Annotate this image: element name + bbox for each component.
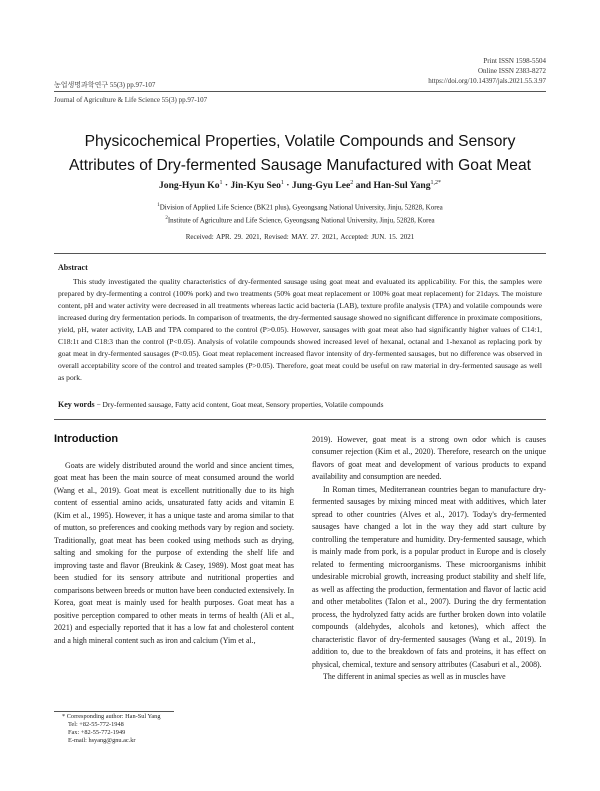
corresponding-author: * Corresponding author: Han-Sul Yang bbox=[62, 713, 161, 720]
abstract-heading: Abstract bbox=[58, 263, 88, 272]
header-rule bbox=[54, 91, 546, 92]
author-fax: Fax: +82-55-772-1949 bbox=[68, 729, 126, 736]
intro-paragraph-3: The different in animal species as well as in muscles have bbox=[323, 672, 506, 682]
author-separator: · bbox=[222, 180, 231, 192]
title-line-1: Physicochemical Properties, Volatile Compounds and Sensory bbox=[84, 133, 516, 150]
affiliation-2 bbox=[54, 213, 546, 226]
keywords-list: − Dry-fermented sausage, Fatty acid content, Goat meat, Sensory properties, Volatile compounds bbox=[94, 400, 384, 409]
author-name: Han-Sul Yang bbox=[373, 180, 431, 192]
author-name: Jung-Gyu Lee bbox=[291, 180, 351, 192]
issn-block bbox=[428, 56, 546, 86]
intro-paragraph-continued: 2019). However, goat meat is a strong own odor which is causes consumer rejection (Kim et al., 2020). Therefore, research on the unique flavors of goat meat and development of various products to expand availability and consumption are needed. bbox=[312, 435, 546, 482]
online-issn: Online ISSN 2383-8272 bbox=[477, 67, 546, 75]
affiliation-list bbox=[54, 200, 546, 227]
author-name: Jin-Kyu Seo bbox=[230, 180, 281, 192]
intro-paragraph-1: Goats are widely distributed around the world and since ancient times, goat meat has been the main source of meat consumed around the world (Wang et al., 2019). Goat meat is excellent nutritionally due to its high content of essential amino acids, unsaturated fatty acids and vitamin E (Kim et al., 1995). However, it has a unique taste and aroma similar to that of mutton, so preferences and cooking methods vary by region and society. Traditionally, goat meat has been cooked using methods such as drying, salting and smoking for the purpose of extending the shelf life and improving taste and flavor (Breukink & Casey, 1989). Most goat meat has been studied for its sensory attribute and nutritional properties and comparisons between breeds or mutton have been conducted extensively. In Korea, goat meat is mainly used for health purposes. Goat meat has a positive perception compared to other meats in terms of health (Ali et al., 2021) and especially reported that it has a low fat and cholesterol content and a high mineral content such as iron and calcium (Yim et al., bbox=[54, 461, 294, 645]
abstract-text: This study investigated the quality characteristics of dry-fermented sausage using goat meat and evaluated its applicability. For this, the samples were prepared by dry-fermenting a control (100% pork) and two treatments (50% goat meat replacement or 100% goat meat replacement) for 21days. The moisture content, pH and water activity were decreased in all treatments whereas lactic acid bacteria (LAB), texture profile analysis (TPA) and volatile compounds were increased during dry fermentation periods. In comparison of treatments, the dry-fermented sausage showed no significant difference in proximate compositions, yield, pH, water activity, LAB and TPA compared to the control (P>0.05). However, sausages with goat meat also had significantly higher values of C14:1, C18:1t and C18:3 than the control (P<0.05). Analysis of volatile compounds showed increased level of hexanal, octanal and 1-hexanol as replacing pork by goat meat in dry-fermented sausages (P<0.05). Goat meat replacement increased flavor intensity of dry-fermented sausages, but no difference was observed in overall acceptability score of the control and treated samples (P>0.05). Therefore, goat meat could be useful on raw material in dry-fermented sausage as well as pork. bbox=[58, 277, 542, 382]
introduction-heading: Introduction bbox=[54, 433, 119, 445]
author-affiliation-mark: 1 bbox=[219, 180, 223, 186]
intro-paragraph-2: In Roman times, Mediterranean countries began to manufacture dry-fermented sausages by mixing minced meat with additives, which later spread to other countries (Alves et al., 2017). Today's dry-fermented sausages have changed a lot in the way they add start culture by controlling the temperature and humidity. Dry-fermented sausage, which is mainly made from pork, is a popular product in Europe and is closely related to fermenting microorganisms. These microorganisms inhibit undesirable microbial growth, increasing product stability and shelf life, as well as affecting the production, fermentation and flavor of lactic acid and other metabolites (Talon et al., 2007). During the dry fermentation process, the hydrolyzed fatty acids are further broken down into volatile compounds (aldehydes, alcohols and ketones), which affect the characteristic flavor of dry-fermented sausages (Wang et al., 2019). In addition to, due to the breakdown of fats and proteins, it has effect on physical, chemical, texture and sensory attributes (Casaburi et al., 2008). bbox=[312, 484, 546, 669]
abstract-top-rule bbox=[54, 253, 546, 254]
left-column bbox=[54, 431, 294, 647]
author-affiliation-mark: 1 bbox=[280, 180, 284, 186]
footnote-rule bbox=[54, 711, 174, 712]
author-name: Jong-Hyun Ko bbox=[158, 180, 220, 192]
author-phone: Tel: +82-55-772-1948 bbox=[68, 721, 124, 728]
doi-link[interactable]: https://doi.org/10.14397/jals.2021.55.3.97 bbox=[428, 77, 546, 85]
affiliation-mark: 2 bbox=[165, 216, 168, 222]
paper-title bbox=[40, 130, 560, 178]
author-affiliation-mark: 1,2* bbox=[430, 180, 441, 186]
author-email[interactable]: E-mail: hsyang@gnu.ac.kr bbox=[68, 737, 136, 744]
journal-citation: Journal of Agriculture & Life Science 55(3) pp.97-107 bbox=[54, 96, 208, 104]
affiliation-1 bbox=[54, 200, 546, 213]
author-separator: and bbox=[353, 180, 374, 192]
right-column bbox=[312, 434, 546, 684]
title-line-2: Attributes of Dry-fermented Sausage Manufactured with Goat Meat bbox=[69, 157, 531, 174]
keywords-label: Key words bbox=[58, 400, 95, 409]
author-list bbox=[54, 180, 546, 191]
affiliation-text: Institute of Agriculture and Life Science, Gyeongsang National University, Jinju, 52828, Korea bbox=[167, 216, 435, 225]
korean-journal-citation: 농업생명과학연구 55(3) pp.97-107 bbox=[54, 81, 156, 89]
affiliation-text: Division of Applied Life Science (BK21 plus), Gyeongsang National University, Jinju, 52828, Korea bbox=[159, 203, 443, 212]
keywords bbox=[58, 400, 542, 409]
affiliation-mark: 1 bbox=[157, 203, 160, 208]
corresponding-author-footnote bbox=[62, 713, 160, 745]
received-dates: Received: APR. 29. 2021, Revised: MAY. 27. 2021, Accepted: JUN. 15. 2021 bbox=[185, 233, 415, 241]
keywords-rule bbox=[54, 419, 546, 420]
author-separator: · bbox=[283, 180, 292, 192]
print-issn: Print ISSN 1598-5504 bbox=[483, 57, 546, 65]
author-affiliation-mark: 2 bbox=[350, 180, 354, 186]
